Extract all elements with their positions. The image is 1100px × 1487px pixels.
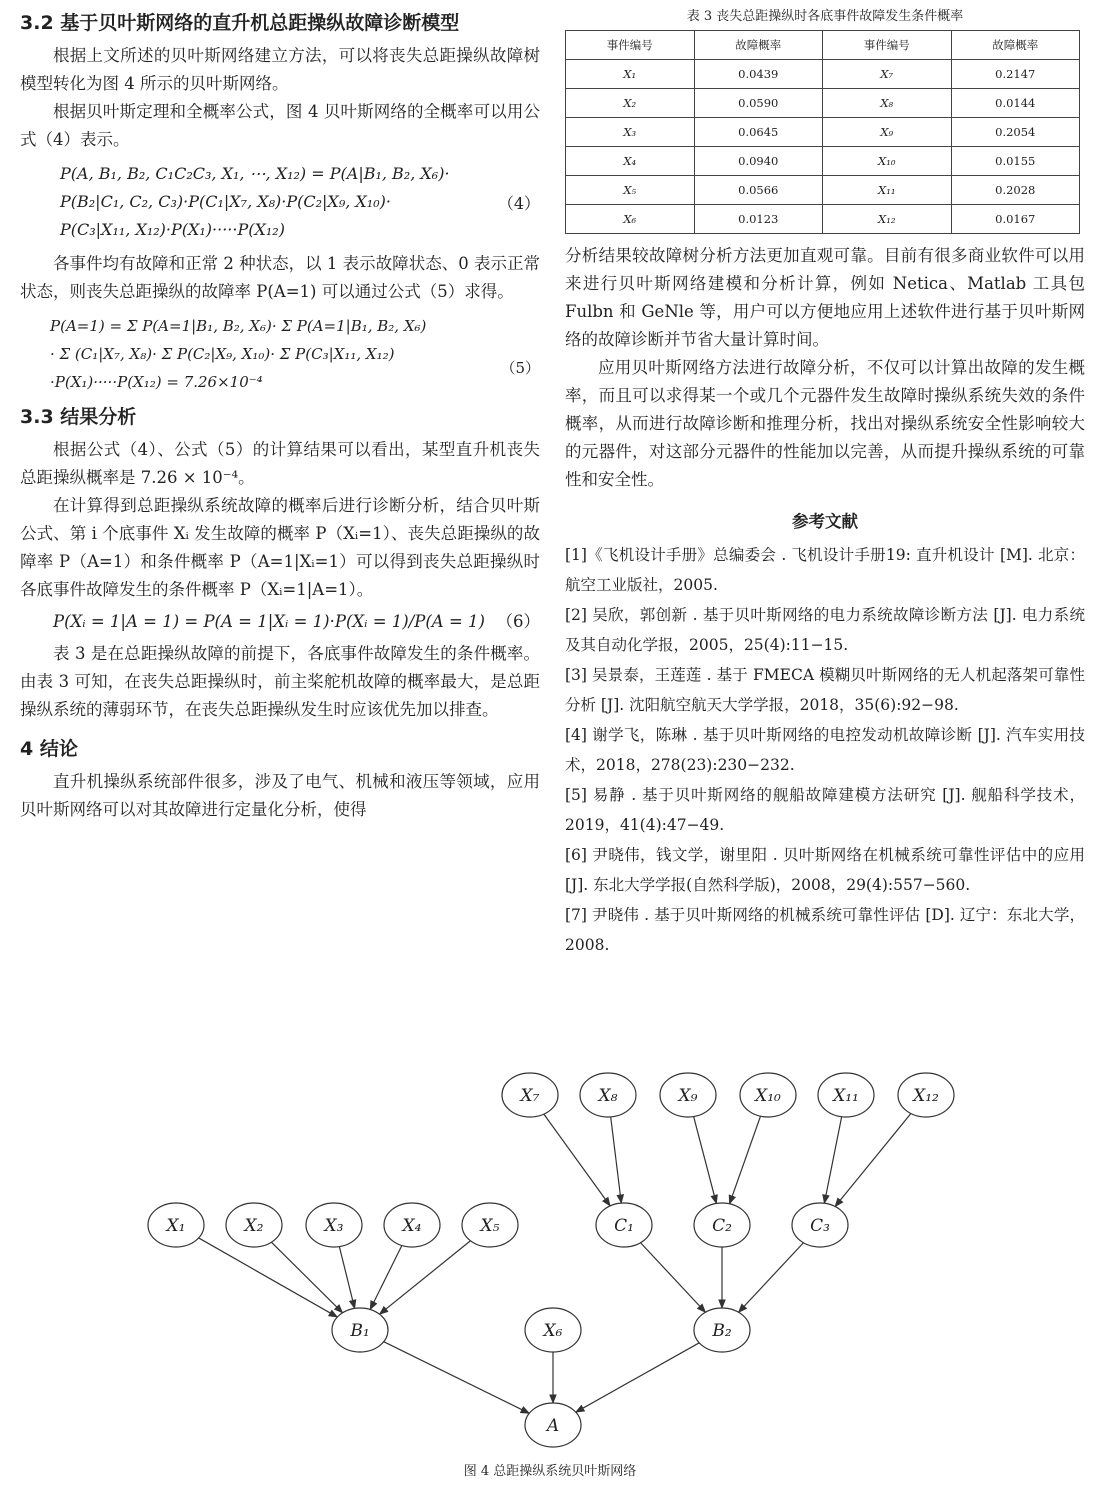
node-label: X₉ [678,1086,698,1106]
table-header: 故障概率 [694,31,823,60]
node-label: X₃ [324,1216,344,1236]
table-cell: X₈ [823,89,952,118]
table-cell: X₉ [823,118,952,147]
reference-item: [1]《飞机设计手册》总编委会 . 飞机设计手册19: 直升机设计 [M]. 北京：航空工业版社，2005. [565,546,1085,594]
table-cell: X₁₁ [823,176,952,205]
table-row [566,205,1080,234]
table-cell: X₃ [566,118,695,147]
section-3-3-title: 3.3 结果分析 [20,406,137,428]
node-label: X₁₂ [913,1086,939,1106]
node-B2 [694,1308,750,1352]
node-label: B₂ [712,1321,732,1341]
table-row [566,176,1080,205]
node-label: X₅ [480,1216,500,1236]
node-C1 [596,1203,652,1247]
node-label: C₂ [712,1216,732,1236]
table-cell: 0.0590 [694,89,823,118]
node-X2 [226,1203,282,1247]
node-X6 [525,1308,581,1352]
table-cell: 0.0167 [951,205,1080,234]
equation-line: · Σ (C₁|X₇, X₈)· Σ P(C₂|X₉, X₁₀)· Σ P(C₃|X₁₁, X₁₂) [50,345,395,363]
equation-number: （5） [500,359,540,377]
node-X10 [740,1073,796,1117]
node-label: B₁ [350,1321,370,1341]
node-X5 [462,1203,518,1247]
paragraph: 各事件均有故障和正常 2 种状态，以 1 表示故障状态、0 表示正常状态，则丧失总距操纵的故障率 P(A=1) 可以通过公式（5）求得。 [20,254,540,301]
bayesian-network-diagram [0,1060,1100,1455]
table-cell: X₇ [823,60,952,89]
equation-line: P(C₃|X₁₁, X₁₂)·P(X₁)·····P(X₁₂) [60,220,285,239]
edge-X9-C2 [694,1117,717,1204]
node-label: C₁ [614,1216,634,1236]
edge-B1-A [384,1342,530,1414]
node-X1 [148,1203,204,1247]
paragraph: 根据公式（4）、公式（5）的计算结果可以看出，某型直升机丧失总距操纵概率是 7.26 × 10⁻⁴。 [20,440,540,487]
equation-line: ·P(X₁)·····P(X₁₂) = 7.26×10⁻⁴ [50,373,263,391]
node-label: X₈ [598,1086,618,1106]
section-4-title: 4 结论 [20,738,78,760]
edge-C1-B2 [641,1243,706,1313]
edge-X2-B1 [271,1242,342,1313]
node-label: X₇ [520,1086,540,1106]
node-X9 [660,1073,716,1117]
table-row [566,60,1080,89]
node-X11 [818,1073,874,1117]
edge-X1-B1 [199,1238,338,1317]
edge-X3-B1 [339,1247,354,1309]
reference-item: [5] 易静 . 基于贝叶斯网络的舰船故障建模方法研究 [J]. 舰船科学技术，2019，41(4):47−49. [565,786,1085,834]
reference-item: [4] 谢学飞，陈琳 . 基于贝叶斯网络的电控发动机故障诊断 [J]. 汽车实用技术，2018，278(23):230−232. [565,726,1085,774]
reference-item: [3] 吴景泰，王莲莲 . 基于 FMECA 模糊贝叶斯网络的无人机起落架可靠性分析 [J]. 沈阳航空航天大学学报，2018，35(6):92−98. [565,666,1085,714]
table-header-row [566,31,1080,60]
node-X7 [502,1073,558,1117]
table-cell: 0.0439 [694,60,823,89]
edge-B2-A [576,1343,699,1412]
reference-item: [7] 尹晓伟 . 基于贝叶斯网络的机械系统可靠性评估 [D]. 辽宁：东北大学，2008. [565,906,1085,954]
paragraph: 分析结果较故障树分析方法更加直观可靠。目前有很多商业软件可以用来进行贝叶斯网络建模和分析计算，例如 Netica、Matlab 工具包 Fulbn 和 GeNle 等，用户可以方便地应用上述软件进行基于贝叶斯网络的故障诊断并节省大量计算时间。 [565,246,1085,349]
table-caption: 表 3 丧失总距操纵时各底事件故障发生条件概率 [686,9,964,24]
node-label: X₂ [244,1216,264,1236]
table-cell: 0.2028 [951,176,1080,205]
edge-X10-C2 [730,1116,761,1204]
equation-number: （6） [496,612,540,631]
node-X4 [384,1203,440,1247]
table-cell: 0.0566 [694,176,823,205]
table-cell: 0.0144 [951,89,1080,118]
table-cell: 0.0645 [694,118,823,147]
paragraph: 直升机操纵系统部件很多，涉及了电气、机械和液压等领域，应用贝叶斯网络可以对其故障进行定量化分析，使得 [20,772,540,819]
table-cell: 0.2147 [951,60,1080,89]
table-cell: X₄ [566,147,695,176]
table-header: 事件编号 [566,31,695,60]
equation-line: P(Xᵢ = 1|A = 1) = P(A = 1|Xᵢ = 1)·P(Xᵢ = 1)/P(A = 1) [53,612,485,631]
equation-5 [50,312,540,396]
paragraph: 在计算得到总距操纵系统故障的概率后进行诊断分析，结合贝叶斯公式、第 i 个底事件 Xᵢ 发生故障的概率 P（Xᵢ=1）、丧失总距操纵的故障率 P（A=1）和条件概率 P（A=1|Xᵢ=1）可以得到丧失总距操纵时各底事件故障发生的条件概率 P（Xᵢ=1|A=1）。 [20,496,540,599]
table-row [566,89,1080,118]
right-column [565,8,1085,960]
paragraph: 表 3 是在总距操纵故障的前提下，各底事件故障发生的条件概率。由表 3 可知，在丧失总距操纵时，前主桨舵机故障的概率最大，是总距操纵系统的薄弱环节，在丧失总距操纵发生时应该优先加以排查。 [20,644,540,719]
left-column [20,8,540,824]
equation-line: P(A, B₁, B₂, C₁C₂C₃, X₁, ⋯, X₁₂) = P(A|B₁, B₂, X₆)· [60,164,450,183]
table-cell: X₁₀ [823,147,952,176]
table-cell: X₆ [566,205,695,234]
table-header: 事件编号 [823,31,952,60]
paragraph: 根据贝叶斯定理和全概率公式，图 4 贝叶斯网络的全概率可以用公式（4）表示。 [20,102,540,149]
equation-number: （4） [497,194,540,213]
reference-item: [2] 吴欣，郭创新 . 基于贝叶斯网络的电力系统故障诊断方法 [J]. 电力系统及其自动化学报，2005，25(4):11−15. [565,606,1085,654]
node-C2 [694,1203,750,1247]
node-B1 [332,1308,388,1352]
equation-line: P(B₂|C₁, C₂, C₃)·P(C₁|X₇, X₈)·P(C₂|X₉, X₁₀)· [60,192,391,211]
reference-item: [6] 尹晓伟，钱文学，谢里阳 . 贝叶斯网络在机械系统可靠性评估中的应用 [J]. 东北大学学报(自然科学版)，2008，29(4):557−560. [565,846,1085,894]
node-label: X₁₀ [755,1086,781,1106]
edge-X5-B1 [380,1241,471,1314]
table-cell: 0.2054 [951,118,1080,147]
edge-X8-C1 [611,1117,622,1203]
table-cell: X₁ [566,60,695,89]
paragraph: 根据上文所述的贝叶斯网络建立方法，可以将丧失总距操纵故障树模型转化为图 4 所示的贝叶斯网络。 [20,46,540,93]
node-C3 [792,1203,848,1247]
table-cell: X₂ [566,89,695,118]
node-label: A [546,1416,560,1436]
node-label: X₆ [543,1321,563,1341]
figure-caption: 图 4 总距操纵系统贝叶斯网络 [463,1464,637,1479]
edge-C3-B2 [739,1243,804,1313]
table-cell: X₅ [566,176,695,205]
node-X12 [898,1073,954,1117]
node-label: C₃ [810,1216,830,1236]
probability-table [565,30,1080,234]
edge-X7-C1 [544,1114,610,1206]
equation-6 [53,608,540,636]
table-row [566,147,1080,176]
node-label: X₁ [166,1216,186,1236]
section-3-2-title: 3.2 基于贝叶斯网络的直升机总距操纵故障诊断模型 [20,12,460,34]
paragraph: 应用贝叶斯网络方法进行故障分析，不仅可以计算出故障的发生概率，而且可以求得某一个或几个元器件发生故障时操纵系统失效的条件概率，从而进行故障诊断和推理分析，找出对操纵系统安全性影响较大的元器件，对这部分元器件的性能加以完善，从而提升操纵系统的可靠性和安全性。 [565,358,1085,489]
equation-line: P(A=1) = Σ P(A=1|B₁, B₂, X₆)· Σ P(A=1|B₁, B₂, X₆) [50,317,427,335]
table-cell: 0.0123 [694,205,823,234]
edge-X11-C3 [824,1117,841,1204]
references-title: 参考文献 [792,512,858,531]
equation-4 [60,160,540,244]
node-A [525,1403,581,1447]
table-row [566,118,1080,147]
edge-X12-C3 [835,1114,911,1207]
table-header: 故障概率 [951,31,1080,60]
node-X8 [580,1073,636,1117]
node-label: X₁₁ [833,1086,859,1106]
table-cell: X₁₂ [823,205,952,234]
node-X3 [306,1203,362,1247]
table-cell: 0.0155 [951,147,1080,176]
node-label: X₄ [402,1216,422,1236]
table-cell: 0.0940 [694,147,823,176]
